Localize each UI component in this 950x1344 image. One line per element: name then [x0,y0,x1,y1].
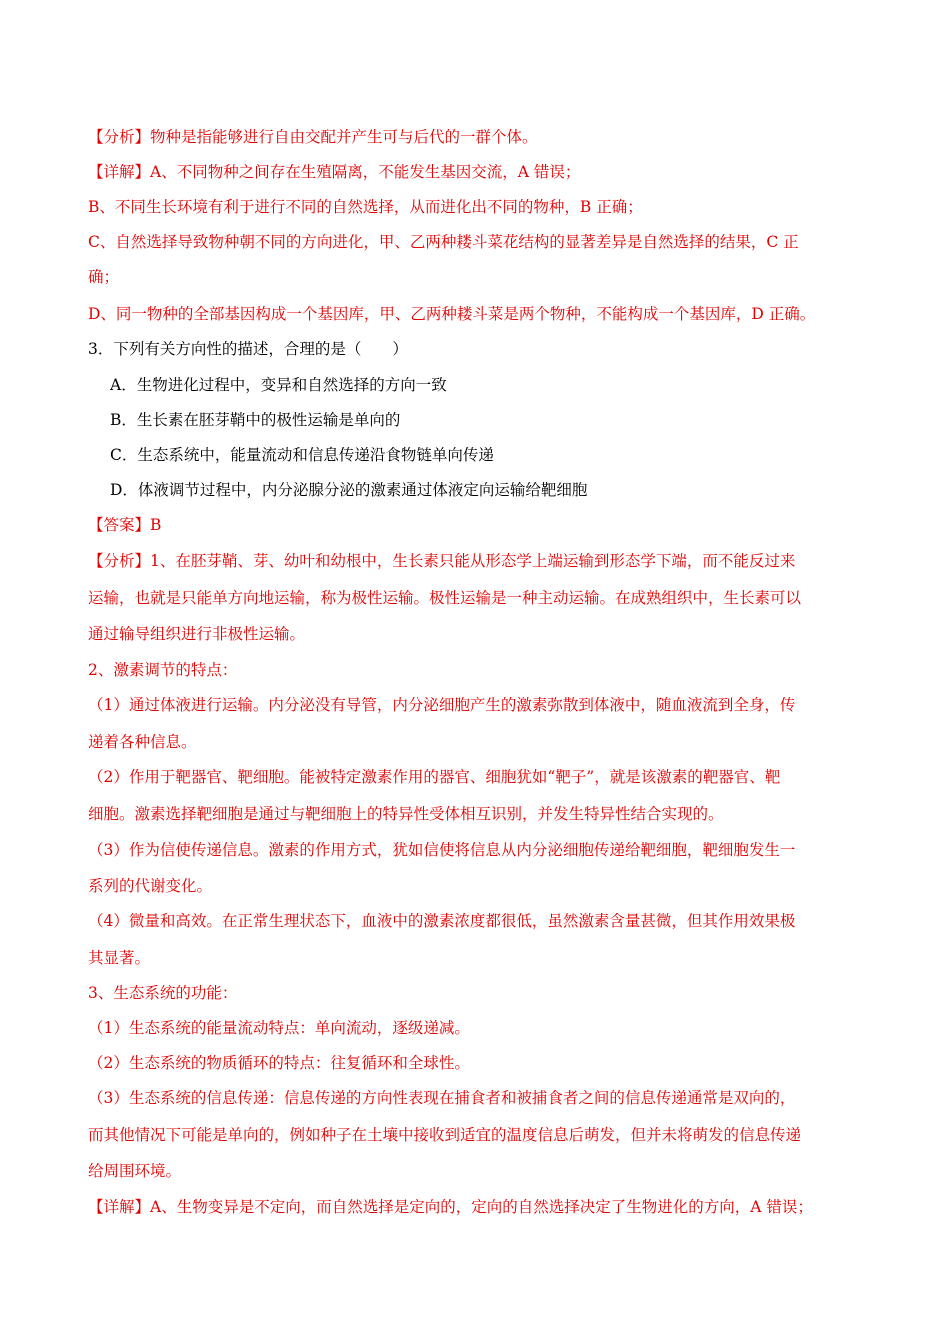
analysis-q3-line: 2、激素调节的特点： [88,661,238,679]
analysis-q3-line: 系列的代谢变化。 [88,877,213,895]
analysis-q3-line: （4）微量和高效。在正常生理状态下，血液中的激素浓度都很低，虽然激素含量甚微，但其作用效果极 [88,912,796,930]
detail-q2-line5: D、同一物种的全部基因构成一个基因库，甲、乙两种耧斗菜是两个物种，不能构成一个基因库，D 正确。 [88,305,816,323]
analysis-q3-line: 其显著。 [88,949,151,967]
detail-q3-line1: 【详解】A、生物变异是不定向，而自然选择是定向的，定向的自然选择决定了生物进化的方向，A 错误； [88,1198,813,1216]
analysis-q3-line: 给周围环境。 [88,1162,182,1180]
detail-q2-line1: 【详解】A、不同物种之间存在生殖隔离，不能发生基因交流，A 错误； [88,163,581,181]
question3-stem: 3．下列有关方向性的描述，合理的是（ ） [88,340,408,358]
analysis-q3-line: （1）生态系统的能量流动特点：单向流动，逐级递减。 [88,1019,470,1037]
analysis-q3-line: 而其他情况下可能是单向的，例如种子在土壤中接收到适宜的温度信息后萌发，但并未将萌发的信息传递 [88,1126,802,1144]
analysis-q3-line: 运输，也就是只能单方向地运输，称为极性运输。极性运输是一种主动运输。在成熟组织中，生长素可以 [88,589,802,607]
question3-option-b: B．生长素在胚芽鞘中的极性运输是单向的 [110,411,401,429]
analysis-q3-line: 细胞。激素选择靶细胞是通过与靶细胞上的特异性受体相互识别，并发生特异性结合实现的。 [88,805,724,823]
analysis-q3-line: 3、生态系统的功能： [88,984,238,1002]
analysis-q3-line: （1）通过体液进行运输。内分泌没有导管，内分泌细胞产生的激素弥散到体液中，随血液流到全身，传 [88,696,796,714]
analysis-q3-line: （3）作为信使传递信息。激素的作用方式，犹如信使将信息从内分泌细胞传递给靶细胞，靶细胞发生一 [88,841,796,859]
analysis-q3-line: 【分析】1、在胚芽鞘、芽、幼叶和幼根中，生长素只能从形态学上端运输到形态学下端，而不能反过来 [88,552,796,570]
analysis-q3-line: 递着各种信息。 [88,733,197,751]
question3-answer: 【答案】B [88,516,162,534]
detail-q2-line4: 确； [88,268,120,286]
analysis-q2: 【分析】物种是指能够进行自由交配并产生可与后代的一群个体。 [88,128,538,146]
analysis-q3-line: （2）作用于靶器官、靶细胞。能被特定激素作用的器官、细胞犹如“靶子”，就是该激素的靶器官、靶 [88,768,781,786]
question3-option-d: D．体液调节过程中，内分泌腺分泌的激素通过体液定向运输给靶细胞 [110,481,588,499]
analysis-q3-line: （3）生态系统的信息传递：信息传递的方向性表现在捕食者和被捕食者之间的信息传递通常是双向的， [88,1089,796,1107]
question3-option-a: A．生物进化过程中，变异和自然选择的方向一致 [110,376,447,394]
detail-q2-line2: B、不同生长环境有利于进行不同的自然选择，从而进化出不同的物种，B 正确； [88,198,643,216]
analysis-q3-line: 通过输导组织进行非极性运输。 [88,625,306,643]
analysis-q3-line: （2）生态系统的物质循环的特点：往复循环和全球性。 [88,1054,470,1072]
question3-option-c: C．生态系统中，能量流动和信息传递沿食物链单向传递 [110,446,494,464]
detail-q2-line3: C、自然选择导致物种朝不同的方向进化，甲、乙两种耧斗菜花结构的显著差异是自然选择的结果，C 正 [88,233,799,251]
